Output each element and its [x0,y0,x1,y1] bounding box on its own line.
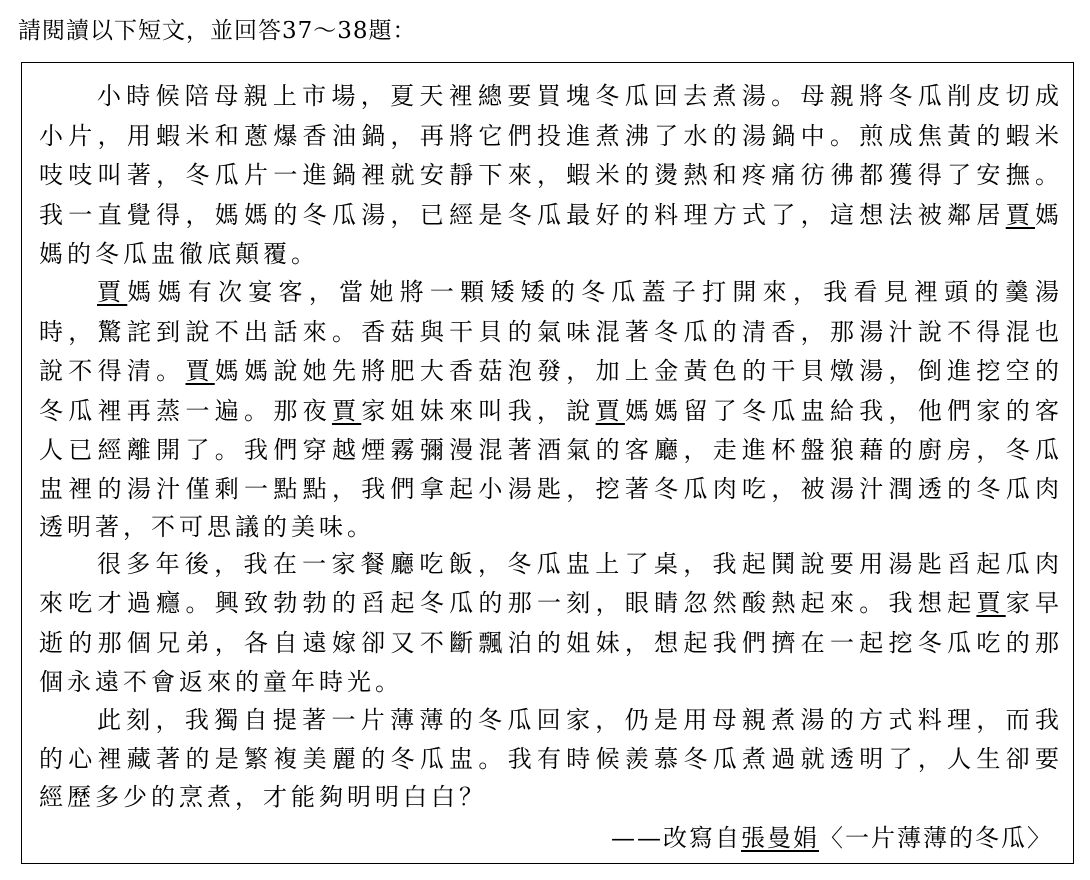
passage-line: 人已經離開了。我們穿越煙霧彌漫混著酒氣的客廳，走進杯盤狼藉的廚房，冬瓜 [39,436,1059,464]
passage-line: 透明著，不可思議的美味。 [39,513,375,541]
passage-box [21,62,1074,864]
passage-line: 小時候陪母親上市場，夏天裡總要買塊冬瓜回去煮湯。母親將冬瓜削皮切成 [97,82,1059,110]
passage-line: 此刻，我獨自提著一片薄薄的冬瓜回家，仍是用母親煮湯的方式料理，而我 [97,706,1059,734]
passage-line: 很多年後，我在一家餐廳吃飯，冬瓜盅上了桌，我起鬨說要用湯匙舀起瓜肉 [97,550,1059,578]
question-instruction: 請閱讀以下短文，並回答37～38題： [18,18,417,44]
passage-line: 媽的冬瓜盅徹底顛覆。 [39,240,319,268]
source-prefix: ——改寫自 [611,824,741,852]
passage-line: 賈媽媽有次宴客，當她將一顆矮矮的冬瓜蓋子打開來，我看見裡頭的羹湯 [97,278,1060,306]
passage-line: 時，驚詫到說不出話來。香菇與干貝的氣味混著冬瓜的清香，那湯汁說不得混也 [39,318,1059,346]
passage-line: 小片，用蝦米和蔥爆香油鍋，再將它們投進煮沸了水的湯鍋中。煎成焦黃的蝦米 [39,122,1059,150]
passage-line: 個永遠不會返來的童年時光。 [39,668,403,696]
passage-line: 說不得清。賈媽媽說她先將肥大香菇泡發，加上金黃色的干貝燉湯，倒進挖空的 [39,357,1060,385]
passage-line: 吱吱叫著，冬瓜片一進鍋裡就安靜下來，蝦米的燙熱和疼痛彷彿都獲得了安撫。 [39,161,1059,189]
passage-line: 盅裡的湯汁僅剩一點點，我們拿起小湯匙，挖著冬瓜肉吃，被湯汁潤透的冬瓜肉 [39,475,1059,503]
passage-line: 逝的那個兄弟，各自遠嫁卻又不斷飄泊的姐妹，想起我們擠在一起挖冬瓜吃的那 [39,629,1059,657]
passage-line: 冬瓜裡再蒸一遍。那夜賈家姐妹來叫我，說賈媽媽留了冬瓜盅給我，他們家的客 [39,397,1060,425]
source-attribution [611,821,1053,855]
source-title: 〈一片薄薄的冬瓜〉 [819,824,1053,852]
passage-line: 我一直覺得，媽媽的冬瓜湯，已經是冬瓜最好的料理方式了，這想法被鄰居賈媽 [39,201,1060,229]
passage-line: 來吃才過癮。興致勃勃的舀起冬瓜的那一刻，眼睛忽然酸熱起來。我想起賈家早 [39,589,1060,617]
passage-line: 經歷多少的烹煮，才能夠明明白白？ [39,783,487,811]
passage-line: 的心裡藏著的是繁複美麗的冬瓜盅。我有時候羨慕冬瓜煮過就透明了，人生卻要 [39,745,1059,773]
source-author: 張曼娟 [741,824,819,852]
